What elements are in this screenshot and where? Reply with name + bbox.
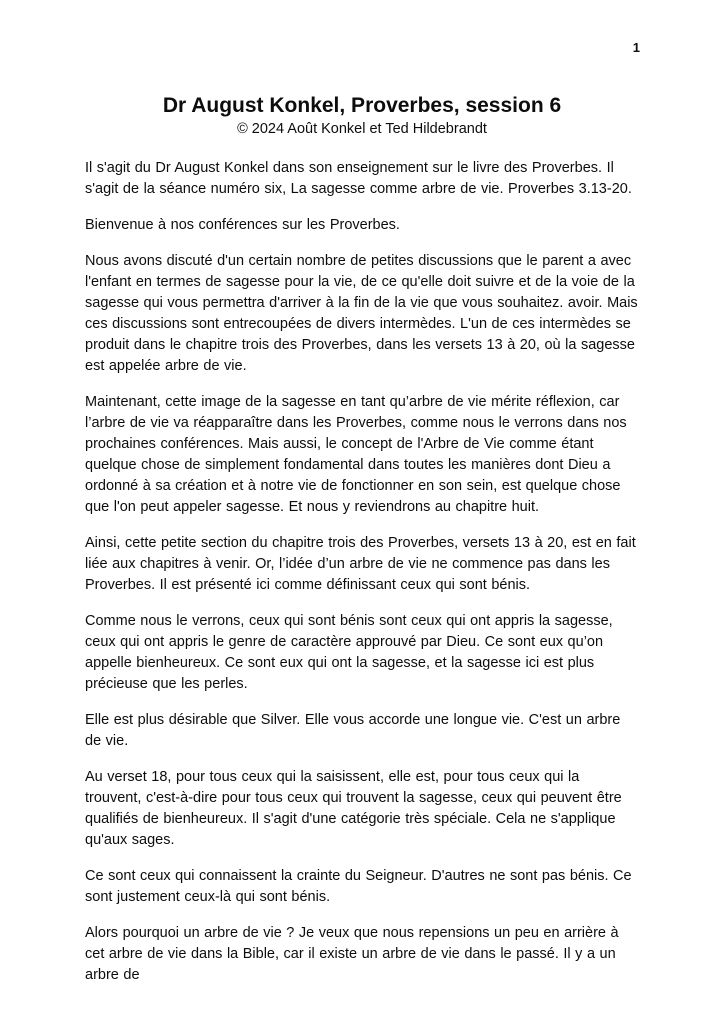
paragraph-welcome: Bienvenue à nos conférences sur les Proverbes. <box>85 217 400 233</box>
paragraph-pourquoi-arbre: Alors pourquoi un arbre de vie ? Je veux que nous repensions un peu en arrière à cet arbre de vie dans la Bible, car il existe un arbre de vie dans le passé. Il y a un arbre de <box>85 925 619 983</box>
paragraph-crainte-seigneur: Ce sont ceux qui connaissent la crainte du Seigneur. D'autres ne sont pas bénis. Ce sont justement ceux-là qui sont bénis. <box>85 868 632 905</box>
paragraph-session-intro: Il s'agit du Dr August Konkel dans son enseignement sur le livre des Proverbes. Il s'agit de la séance numéro six, La sagesse comme arbre de vie. Proverbes 3.13-20. <box>85 160 632 197</box>
page-number: 1 <box>632 40 640 55</box>
paragraph-discussions-intermedes: Nous avons discuté d'un certain nombre de petites discussions que le parent a avec l'enfant en termes de sagesse pour la vie, de ce qu'elle doit suivre et de la voie de la sagesse qui vous permettra d'arriver à la fin de la vie que vous souhaitez. avoir. Mais ces discussions sont entrecoupées de divers intermèdes. L'un de ces intermèdes se produit dans le chapitre trois des Proverbes, dans les versets 13 à 20, où la sagesse est appelée arbre de vie. <box>85 253 638 374</box>
paragraph-verset-18: Au verset 18, pour tous ceux qui la saisissent, elle est, pour tous ceux qui la trouvent, c'est-à-dire pour tous ceux qui trouvent la sagesse, ceux qui peuvent être qualifiés de bienheureux. Il s'agit d'une catégorie très spéciale. Cela ne s'applique qu'aux sages. <box>85 769 622 848</box>
paragraph-benis-sagesse: Comme nous le verrons, ceux qui sont bénis sont ceux qui ont appris la sagesse, ceux qui ont appris le genre de caractère approuvé par Dieu. Ce sont eux qu’on appelle bienheureux. Ce sont eux qui ont la sagesse, et la sagesse ici est plus précieuse que les perles. <box>85 613 613 692</box>
paragraph-arbre-de-vie-reflexion: Maintenant, cette image de la sagesse en tant qu’arbre de vie mérite réflexion, car l’arbre de vie va réapparaître dans les Proverbes, comme nous le verrons dans nos prochaines conférences. Mais aussi, le concept de l'Arbre de Vie comme étant quelque chose de simplement fondamental dans toutes les manières dont Dieu a ordonné à sa création et à notre vie de fonctionner en son sein, est quelque chose que l'on peut appeler sagesse. Et nous y reviendrons au chapitre huit. <box>85 394 627 515</box>
copyright-line: © 2024 Août Konkel et Ted Hildebrandt <box>237 121 487 137</box>
document-title: Dr August Konkel, Proverbes, session 6 <box>162 94 562 117</box>
document-body <box>0 158 724 986</box>
paragraph-desirable-silver: Elle est plus désirable que Silver. Elle vous accorde une longue vie. C'est un arbre de vie. <box>85 712 621 749</box>
paragraph-section-chapitre-trois: Ainsi, cette petite section du chapitre trois des Proverbes, versets 13 à 20, est en fait liée aux chapitres à venir. Or, l’idée d’un arbre de vie ne commence pas dans les Proverbes. Il est présenté ici comme définissant ceux qui sont bénis. <box>85 535 636 593</box>
